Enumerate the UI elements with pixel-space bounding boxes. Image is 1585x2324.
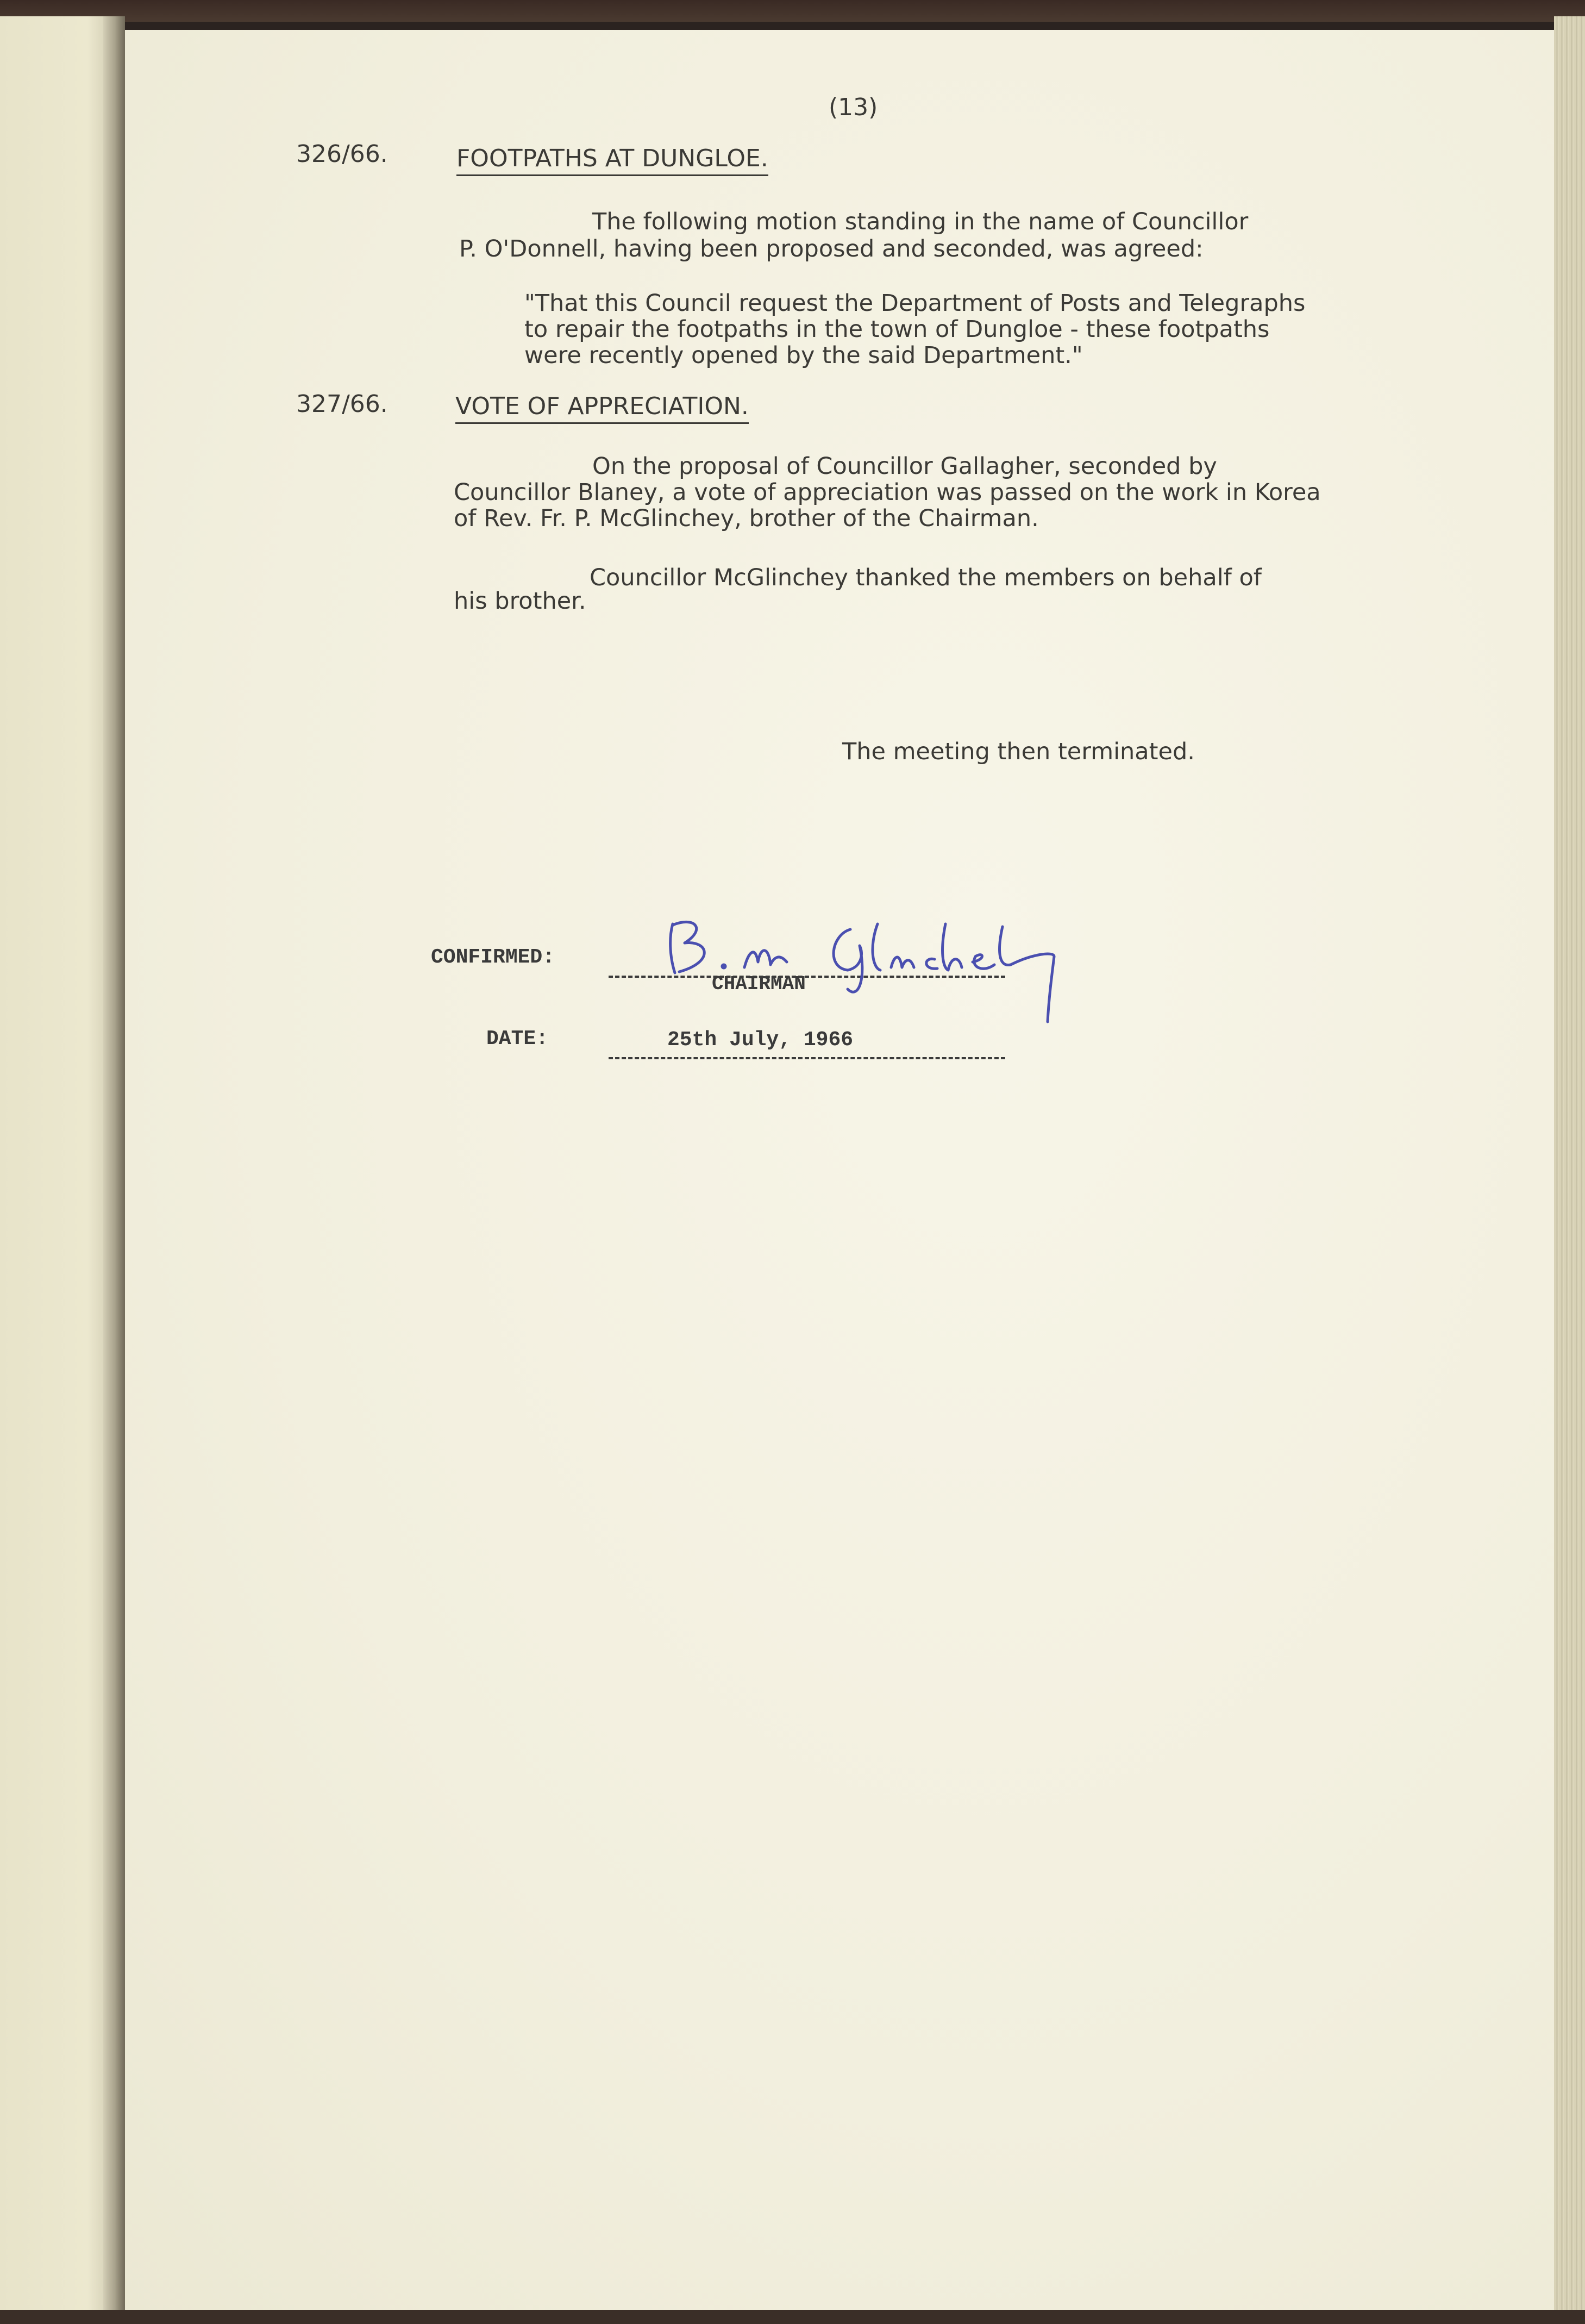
chairman-signature — [663, 913, 1076, 1027]
date-value: 25th July, 1966 — [667, 1028, 854, 1052]
date-label: DATE: — [486, 1027, 549, 1051]
minute-number: 326/66. — [296, 140, 388, 168]
book-bottom-edge — [0, 2310, 1585, 2324]
paragraph-line: On the proposal of Councillor Gallagher, seconded by — [592, 453, 1217, 480]
minute-number: 327/66. — [296, 390, 388, 418]
date-line — [609, 1057, 1005, 1059]
chairman-label: CHAIRMAN — [712, 973, 806, 995]
book-top-edge — [0, 0, 1585, 22]
paragraph-line: his brother. — [454, 588, 586, 615]
paragraph-line: Councillor Blaney, a vote of appreciation was passed on the work in Korea — [454, 479, 1321, 506]
paragraph-line: P. O'Donnell, having been proposed and seconded, was agreed: — [459, 235, 1204, 263]
minute-heading: VOTE OF APPRECIATION. — [455, 392, 749, 424]
paragraph-line: of Rev. Fr. P. McGlinchey, brother of the Chairman. — [454, 505, 1039, 532]
paragraph-line: Councillor McGlinchey thanked the members on behalf of — [590, 564, 1262, 591]
paragraph-line: The following motion standing in the name of Councillor — [592, 208, 1249, 235]
motion-quote-line: were recently opened by the said Department." — [524, 342, 1083, 369]
minute-heading: FOOTPATHS AT DUNGLOE. — [456, 145, 768, 176]
page-number: (13) — [829, 93, 878, 121]
book-spine-shadow — [103, 16, 125, 2315]
confirmed-label: CONFIRMED: — [431, 946, 555, 969]
motion-quote-line: to repair the footpaths in the town of Dungloe - these footpaths — [524, 316, 1270, 343]
document-page — [125, 30, 1554, 2315]
page-stack-edge — [1554, 16, 1585, 2315]
closing-statement: The meeting then terminated. — [842, 738, 1195, 765]
motion-quote-line: "That this Council request the Department of Posts and Telegraphs — [524, 290, 1306, 317]
